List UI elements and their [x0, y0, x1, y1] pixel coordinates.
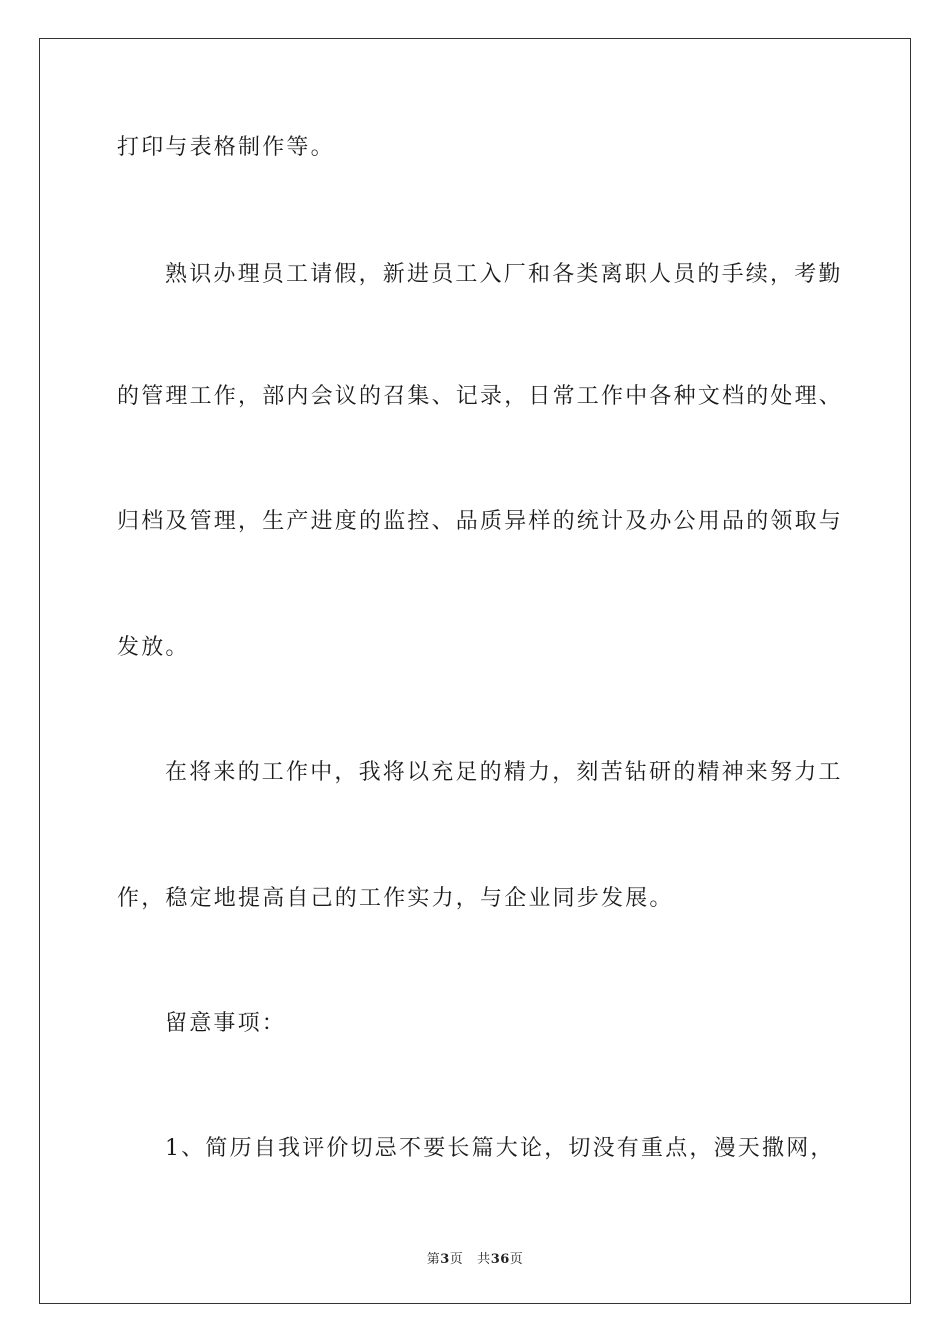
- body-line-4: 归档及管理，生产进度的监控、品质异样的统计及办公用品的领取与: [117, 509, 844, 534]
- body-line-1: 打印与表格制作等。: [117, 135, 335, 160]
- body-line-2: 熟识办理员工请假，新进员工入厂和各类离职人员的手续，考勤: [165, 262, 843, 287]
- footer-page-number: 3: [440, 1252, 450, 1267]
- footer-page-prefix: 第: [426, 1252, 441, 1267]
- body-line-8: 留意事项：: [165, 1011, 287, 1036]
- footer-total-pages: 36: [490, 1252, 510, 1267]
- body-line-5: 发放。: [117, 635, 190, 660]
- body-line-9: 1、简历自我评价切忌不要长篇大论，切没有重点，漫天撒网，: [165, 1136, 835, 1161]
- body-line-7: 作，稳定地提高自己的工作实力，与企业同步发展。: [117, 886, 674, 911]
- footer-total-suffix: 页: [509, 1252, 524, 1267]
- body-line-3: 的管理工作，部内会议的召集、记录，日常工作中各种文档的处理、: [117, 384, 844, 409]
- footer-page-suffix: 页: [449, 1252, 464, 1267]
- body-line-6: 在将来的工作中，我将以充足的精力，刻苦钻研的精神来努力工: [165, 760, 843, 785]
- footer-total-prefix: 共: [477, 1252, 491, 1267]
- page-border: [39, 38, 911, 1304]
- page-footer: [0, 1248, 950, 1267]
